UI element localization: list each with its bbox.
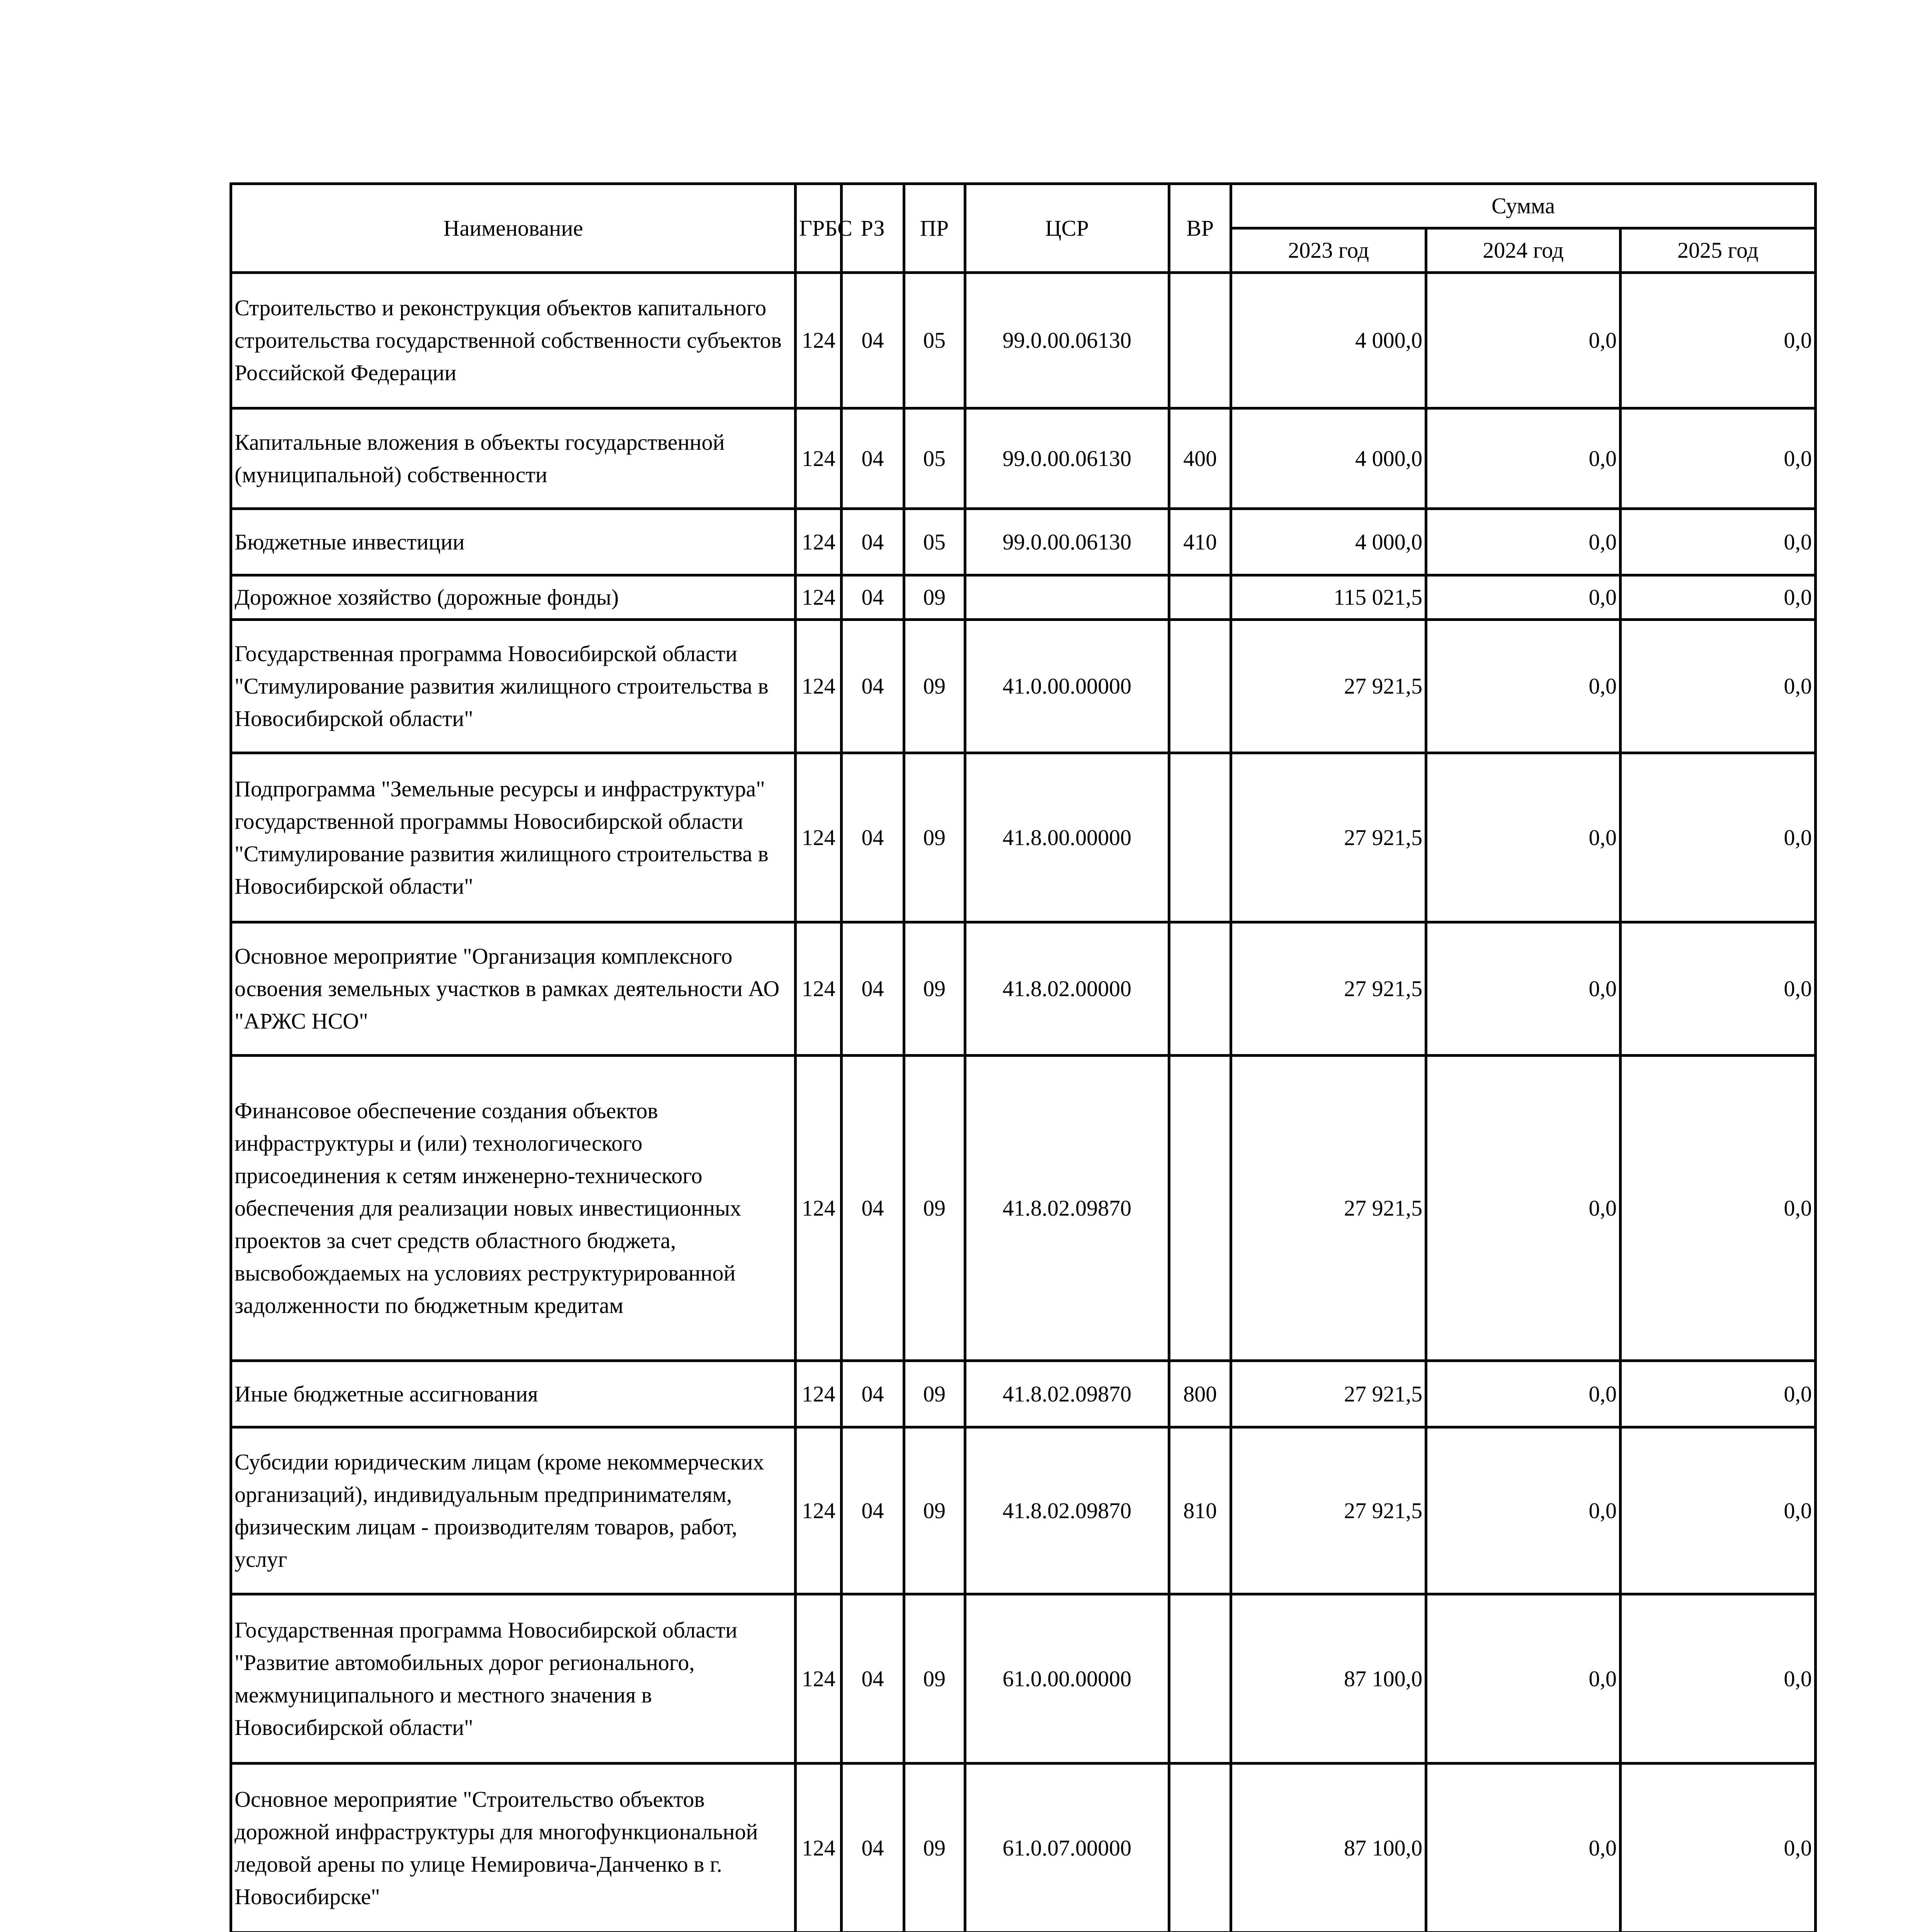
row-rz: 04: [842, 509, 904, 575]
row-csr: 41.8.02.09870: [965, 1427, 1169, 1594]
table-row: [231, 575, 1816, 620]
row-amount-2025: 0,0: [1621, 1764, 1816, 1932]
row-csr: 61.0.07.00000: [965, 1764, 1169, 1932]
row-name: Строительство и реконструкция объектов капитального строительства государственной собственности субъектов Российской Федерации: [231, 273, 796, 408]
row-amount-2023: 4 000,0: [1231, 408, 1426, 509]
header-year-2024: 2024 год: [1426, 228, 1621, 273]
table-body: [231, 273, 1816, 1932]
row-amount-2025: 0,0: [1621, 753, 1816, 922]
row-rz: 04: [842, 575, 904, 620]
header-csr: ЦСР: [965, 184, 1169, 273]
row-vr: [1169, 1594, 1231, 1764]
row-rz: 04: [842, 1594, 904, 1764]
row-pr: 09: [904, 1594, 965, 1764]
row-amount-2025: 0,0: [1621, 620, 1816, 753]
row-amount-2025: 0,0: [1621, 922, 1816, 1056]
row-name: Подпрограмма "Земельные ресурсы и инфраструктура" государственной программы Новосибирской области "Стимулирование развития жилищного строительства в Новосибирской области": [231, 753, 796, 922]
row-vr: [1169, 1056, 1231, 1361]
row-name: Основное мероприятие "Организация комплексного освоения земельных участков в рамках деятельности АО "АРЖС НСО": [231, 922, 796, 1056]
row-grbs: 124: [796, 1764, 842, 1932]
row-amount-2023: 4 000,0: [1231, 509, 1426, 575]
row-rz: 04: [842, 1361, 904, 1427]
table-row: [231, 620, 1816, 753]
row-name: Субсидии юридическим лицам (кроме некоммерческих организаций), индивидуальным предпринимателям, физическим лицам - производителям товаров, работ, услуг: [231, 1427, 796, 1594]
row-rz: 04: [842, 408, 904, 509]
row-csr: [965, 575, 1169, 620]
row-vr: 400: [1169, 408, 1231, 509]
row-amount-2024: 0,0: [1426, 575, 1621, 620]
row-csr: 99.0.00.06130: [965, 408, 1169, 509]
row-amount-2023: 27 921,5: [1231, 1427, 1426, 1594]
row-csr: 61.0.00.00000: [965, 1594, 1169, 1764]
row-rz: 04: [842, 1056, 904, 1361]
row-rz: 04: [842, 922, 904, 1056]
row-amount-2023: 87 100,0: [1231, 1764, 1426, 1932]
row-rz: 04: [842, 620, 904, 753]
table-row: [231, 1594, 1816, 1764]
row-csr: 41.8.02.00000: [965, 922, 1169, 1056]
row-csr: 41.8.00.00000: [965, 753, 1169, 922]
row-amount-2023: 27 921,5: [1231, 1361, 1426, 1427]
row-name: Государственная программа Новосибирской области "Стимулирование развития жилищного строительства в Новосибирской области": [231, 620, 796, 753]
row-name: Основное мероприятие "Строительство объектов дорожной инфраструктуры для многофункциональной ледовой арены по улице Немировича-Данченко в г. Новосибирске": [231, 1764, 796, 1932]
row-amount-2023: 27 921,5: [1231, 1056, 1426, 1361]
row-pr: 05: [904, 408, 965, 509]
row-amount-2024: 0,0: [1426, 1361, 1621, 1427]
header-year-2023: 2023 год: [1231, 228, 1426, 273]
row-amount-2023: 27 921,5: [1231, 620, 1426, 753]
row-vr: [1169, 273, 1231, 408]
row-pr: 09: [904, 1361, 965, 1427]
row-amount-2024: 0,0: [1426, 509, 1621, 575]
row-name: Иные бюджетные ассигнования: [231, 1361, 796, 1427]
row-vr: 810: [1169, 1427, 1231, 1594]
header-grbs: ГРБС: [796, 184, 842, 273]
row-amount-2025: 0,0: [1621, 408, 1816, 509]
row-amount-2024: 0,0: [1426, 620, 1621, 753]
table-header: [231, 184, 1816, 273]
row-pr: 09: [904, 1056, 965, 1361]
row-amount-2025: 0,0: [1621, 1056, 1816, 1361]
row-amount-2023: 27 921,5: [1231, 753, 1426, 922]
row-pr: 05: [904, 273, 965, 408]
row-amount-2024: 0,0: [1426, 1594, 1621, 1764]
row-name: Финансовое обеспечение создания объектов инфраструктуры и (или) технологического присоединения к сетям инженерно-технического обеспечения для реализации новых инвестиционных проектов за счет средств областного бюджета, высвобождаемых на условиях реструктурированной задолженности по бюджетным кредитам: [231, 1056, 796, 1361]
row-amount-2024: 0,0: [1426, 922, 1621, 1056]
row-name: Капитальные вложения в объекты государственной (муниципальной) собственности: [231, 408, 796, 509]
row-vr: [1169, 575, 1231, 620]
row-pr: 09: [904, 1427, 965, 1594]
row-vr: [1169, 922, 1231, 1056]
header-vr: ВР: [1169, 184, 1231, 273]
row-name: Государственная программа Новосибирской области "Развитие автомобильных дорог регионального, межмуниципального и местного значения в Новосибирской области": [231, 1594, 796, 1764]
row-grbs: 124: [796, 753, 842, 922]
table-row: [231, 753, 1816, 922]
row-grbs: 124: [796, 1427, 842, 1594]
row-grbs: 124: [796, 509, 842, 575]
row-grbs: 124: [796, 1361, 842, 1427]
row-amount-2024: 0,0: [1426, 1764, 1621, 1932]
row-amount-2025: 0,0: [1621, 1594, 1816, 1764]
row-amount-2024: 0,0: [1426, 408, 1621, 509]
row-csr: 99.0.00.06130: [965, 273, 1169, 408]
row-amount-2025: 0,0: [1621, 273, 1816, 408]
row-amount-2025: 0,0: [1621, 509, 1816, 575]
row-grbs: 124: [796, 1594, 842, 1764]
row-amount-2024: 0,0: [1426, 1427, 1621, 1594]
row-rz: 04: [842, 273, 904, 408]
row-grbs: 124: [796, 1056, 842, 1361]
table-row: [231, 1056, 1816, 1361]
row-grbs: 124: [796, 922, 842, 1056]
row-vr: 410: [1169, 509, 1231, 575]
row-rz: 04: [842, 1427, 904, 1594]
row-grbs: 124: [796, 408, 842, 509]
budget-table: [230, 182, 1817, 1932]
row-name: Бюджетные инвестиции: [231, 509, 796, 575]
row-pr: 05: [904, 509, 965, 575]
row-grbs: 124: [796, 575, 842, 620]
row-csr: 41.8.02.09870: [965, 1361, 1169, 1427]
row-amount-2025: 0,0: [1621, 1361, 1816, 1427]
row-rz: 04: [842, 753, 904, 922]
table-row: [231, 1361, 1816, 1427]
row-pr: 09: [904, 753, 965, 922]
row-amount-2024: 0,0: [1426, 1056, 1621, 1361]
row-amount-2023: 4 000,0: [1231, 273, 1426, 408]
table-row: [231, 408, 1816, 509]
row-csr: 41.8.02.09870: [965, 1056, 1169, 1361]
row-name: Дорожное хозяйство (дорожные фонды): [231, 575, 796, 620]
row-amount-2024: 0,0: [1426, 273, 1621, 408]
row-vr: [1169, 753, 1231, 922]
row-pr: 09: [904, 1764, 965, 1932]
row-csr: 41.0.00.00000: [965, 620, 1169, 753]
row-amount-2024: 0,0: [1426, 753, 1621, 922]
table-row: [231, 273, 1816, 408]
row-grbs: 124: [796, 273, 842, 408]
header-year-2025: 2025 год: [1621, 228, 1816, 273]
row-pr: 09: [904, 575, 965, 620]
header-pr: ПР: [904, 184, 965, 273]
row-amount-2025: 0,0: [1621, 575, 1816, 620]
row-amount-2023: 87 100,0: [1231, 1594, 1426, 1764]
row-pr: 09: [904, 620, 965, 753]
table-row: [231, 922, 1816, 1056]
header-rz: РЗ: [842, 184, 904, 273]
row-amount-2023: 27 921,5: [1231, 922, 1426, 1056]
row-vr: 800: [1169, 1361, 1231, 1427]
row-grbs: 124: [796, 620, 842, 753]
row-vr: [1169, 1764, 1231, 1932]
header-sum: Сумма: [1231, 184, 1816, 228]
row-amount-2023: 115 021,5: [1231, 575, 1426, 620]
row-pr: 09: [904, 922, 965, 1056]
row-vr: [1169, 620, 1231, 753]
row-csr: 99.0.00.06130: [965, 509, 1169, 575]
row-rz: 04: [842, 1764, 904, 1932]
table-row: [231, 509, 1816, 575]
table-row: [231, 1764, 1816, 1932]
table-row: [231, 1427, 1816, 1594]
row-amount-2025: 0,0: [1621, 1427, 1816, 1594]
header-name: Наименование: [231, 184, 796, 273]
